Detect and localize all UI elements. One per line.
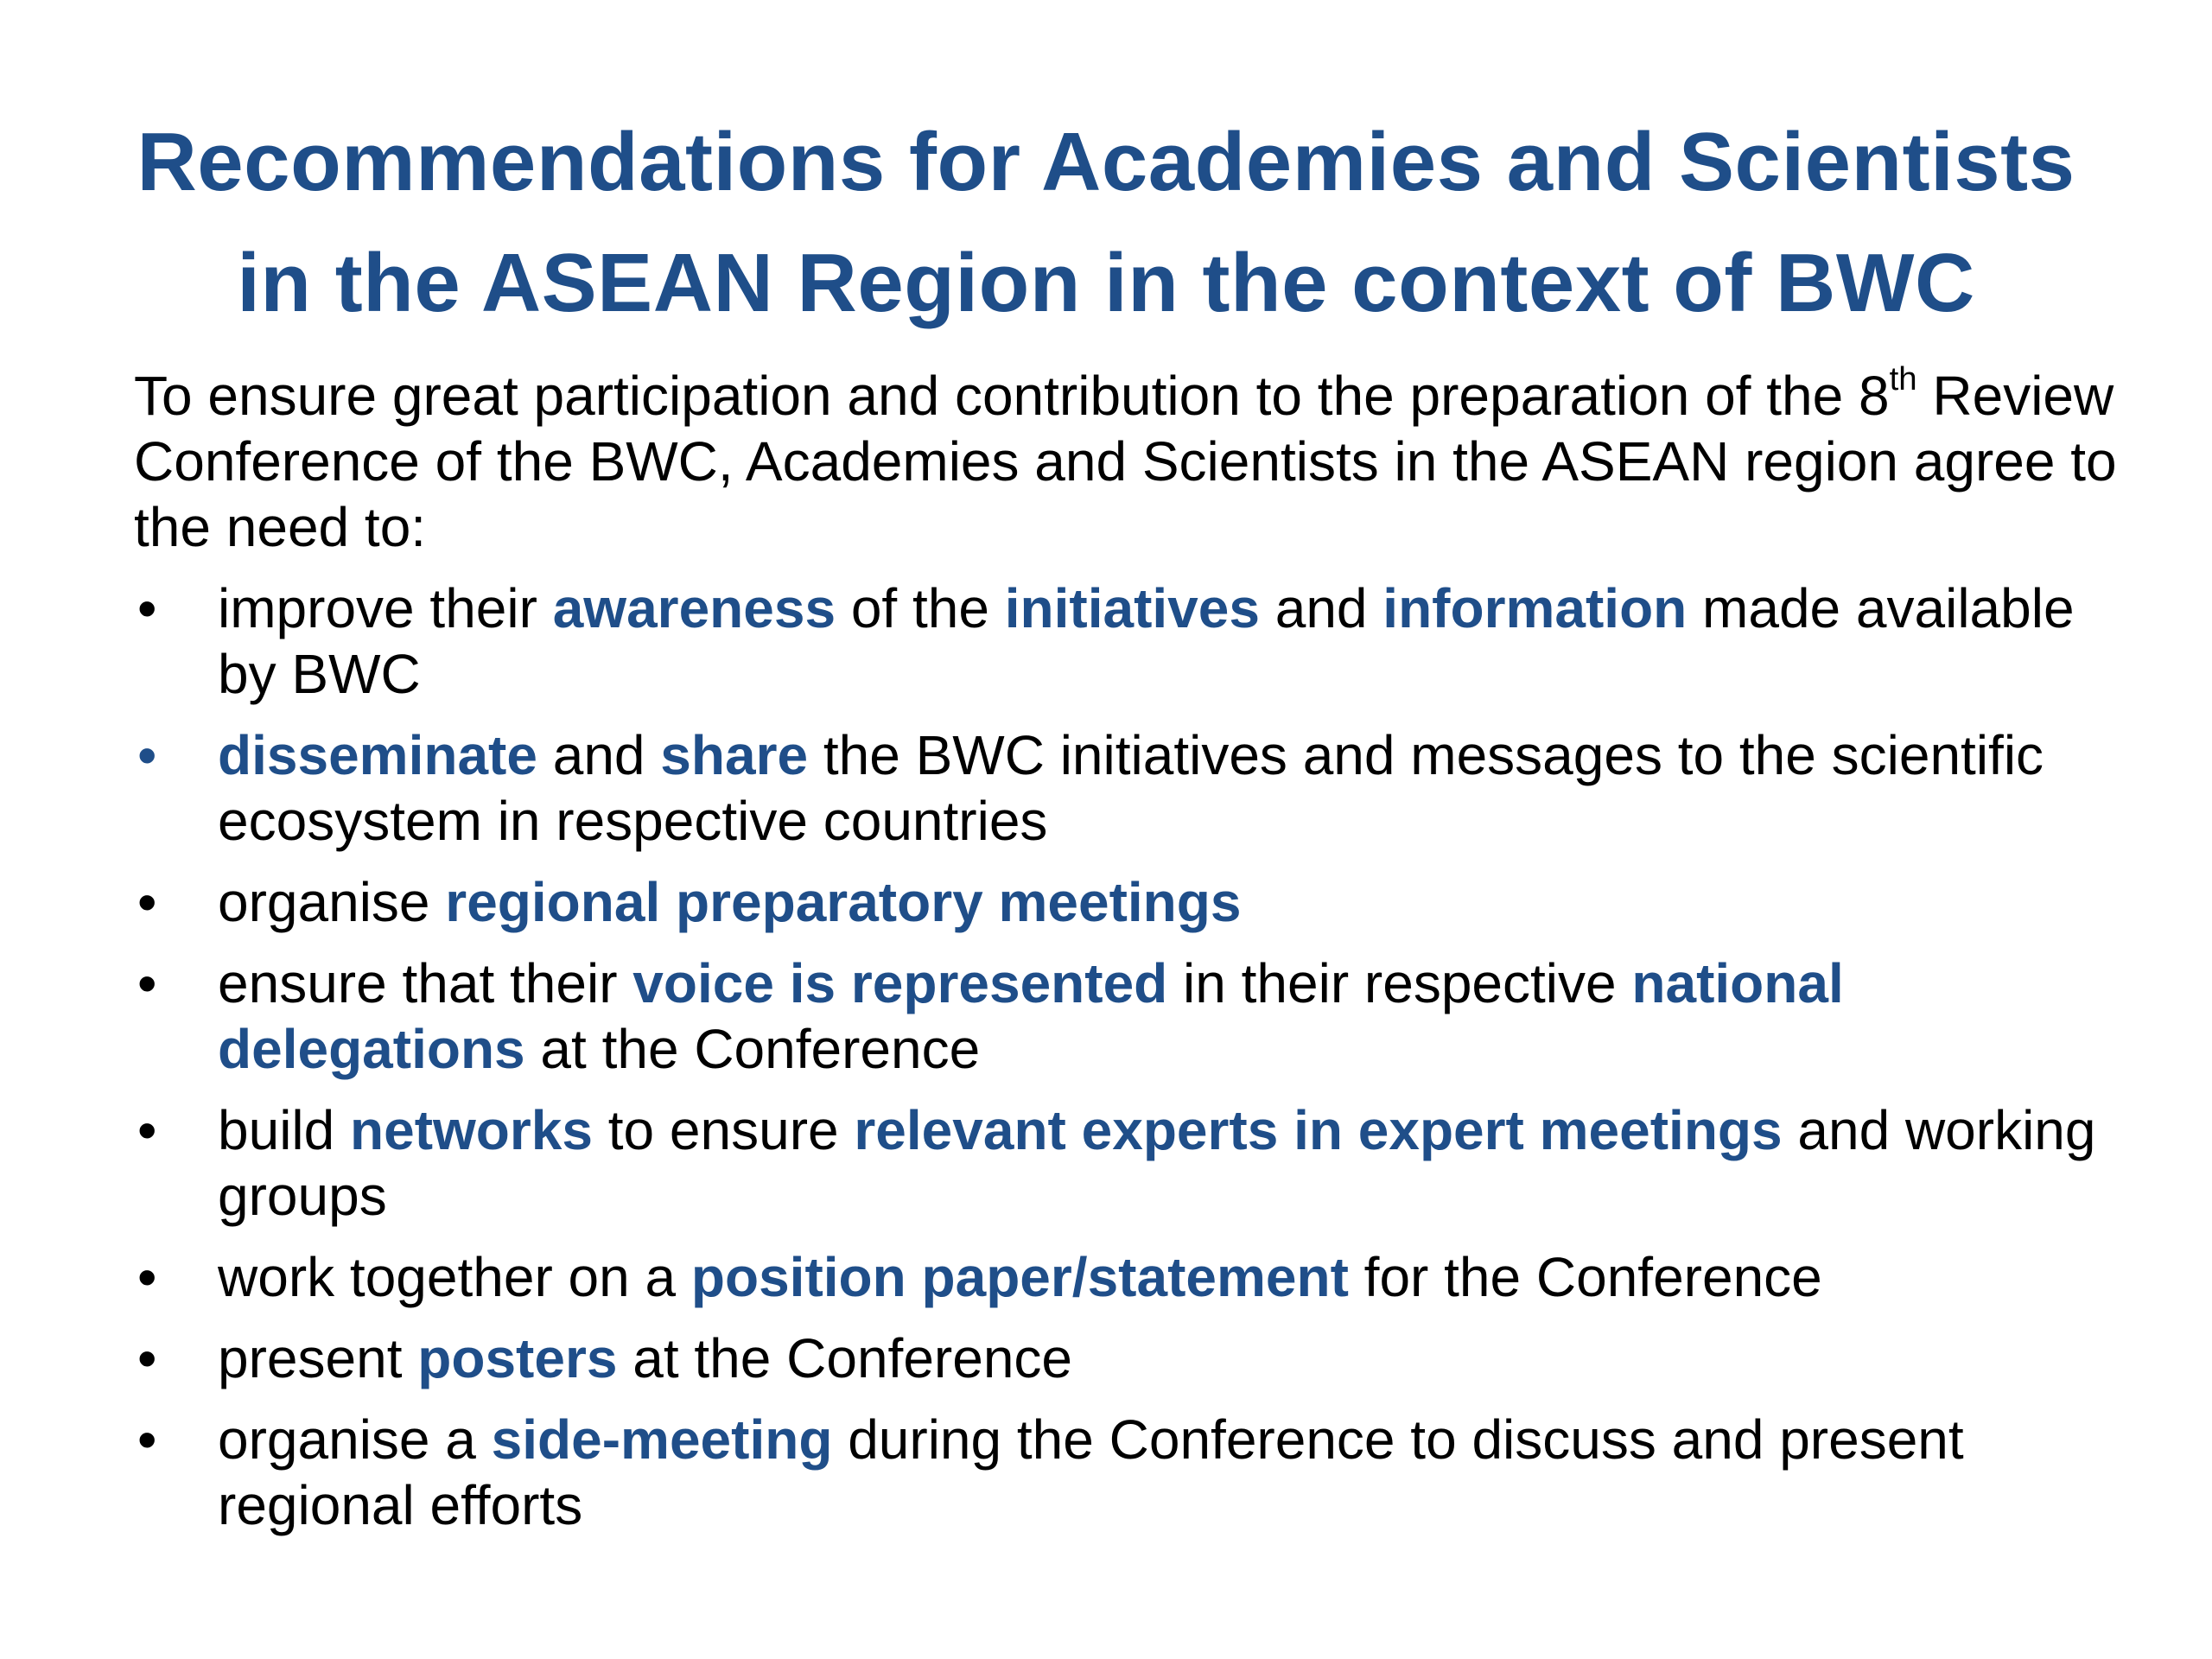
recommendation-text (218, 1327, 1072, 1389)
recommendation-text-segment: for the Conference (1348, 1246, 1822, 1308)
recommendation-text-segment: made available by BWC (218, 577, 2075, 705)
highlighted-term: regional preparatory meetings (445, 871, 1242, 933)
highlighted-term: side-meeting (491, 1408, 833, 1471)
recommendation-text (218, 952, 1844, 1080)
recommendation-text (218, 1246, 1822, 1308)
slide-body (134, 360, 2121, 1554)
slide-title-line-2: in the ASEAN Region in the context of BWC (237, 237, 1975, 329)
recommendation-text (218, 871, 1241, 933)
recommendation-item (134, 1097, 2121, 1229)
recommendation-text-segment: of the (836, 577, 1005, 639)
highlighted-term: posters (417, 1327, 618, 1389)
recommendation-text-segment: work together on a (218, 1246, 691, 1308)
recommendation-item (134, 1407, 2121, 1538)
intro-text-part-2: Review Conference of the BWC, Academies and Scientists in the ASEAN region agree to the need to: (134, 365, 2117, 558)
highlighted-term: disseminate (218, 724, 537, 786)
bullet-icon: • (137, 1246, 157, 1308)
highlighted-term: awareness (552, 577, 836, 639)
bullet-icon: • (137, 1099, 157, 1161)
recommendation-text-segment: and working groups (218, 1099, 2096, 1227)
recommendation-text-segment: present (218, 1327, 418, 1389)
highlighted-term: national delegations (218, 952, 1844, 1080)
recommendation-text (218, 1408, 1964, 1536)
recommendation-item (134, 869, 2121, 935)
recommendation-item (134, 1325, 2121, 1391)
highlighted-term: voice is represented (632, 952, 1168, 1014)
recommendation-text-segment: during the Conference to discuss and present regional efforts (218, 1408, 1964, 1536)
bullet-icon: • (137, 1327, 157, 1389)
highlighted-term: initiatives (1004, 577, 1260, 639)
slide-title-line-1: Recommendations for Academies and Scientists (137, 116, 2075, 208)
recommendation-text-segment: organise (218, 871, 446, 933)
recommendation-text-segment: at the Conference (617, 1327, 1072, 1389)
highlighted-term: information (1382, 577, 1688, 639)
recommendation-text-segment: ensure that their (218, 952, 633, 1014)
bullet-icon: • (137, 577, 157, 639)
recommendation-text-segment: the BWC initiatives and messages to the scientific ecosystem in respective countries (218, 724, 2044, 852)
recommendation-text-segment: improve their (218, 577, 553, 639)
recommendation-item (134, 1244, 2121, 1310)
recommendation-item (134, 575, 2121, 707)
highlighted-term: position paper/statement (690, 1246, 1349, 1308)
recommendation-text-segment: to ensure (592, 1099, 855, 1161)
recommendation-text-segment: and (1259, 577, 1383, 639)
bullet-icon: • (137, 952, 157, 1014)
recommendation-item (134, 722, 2121, 854)
intro-ordinal-suffix: th (1889, 360, 1917, 398)
bullet-icon: • (137, 724, 157, 786)
recommendation-text-segment: in their respective (1167, 952, 1632, 1014)
highlighted-term: networks (350, 1099, 593, 1161)
recommendation-text-segment: at the Conference (524, 1018, 981, 1080)
recommendation-text (218, 1099, 2095, 1227)
bullet-icon: • (137, 1408, 157, 1471)
recommendation-text-segment: and (537, 724, 661, 786)
highlighted-term: share (660, 724, 809, 786)
bullet-icon: • (137, 871, 157, 933)
slide-title (104, 102, 2108, 344)
recommendation-item (134, 950, 2121, 1082)
highlighted-term: relevant experts in expert meetings (854, 1099, 1783, 1161)
recommendation-text (218, 724, 2044, 852)
recommendation-text-segment: organise a (218, 1408, 492, 1471)
recommendation-text-segment: build (218, 1099, 350, 1161)
intro-paragraph (134, 360, 2121, 560)
intro-text-part-1: To ensure great participation and contribution to the preparation of the 8 (134, 365, 1890, 427)
recommendation-text (218, 577, 2075, 705)
recommendation-list (134, 575, 2121, 1538)
